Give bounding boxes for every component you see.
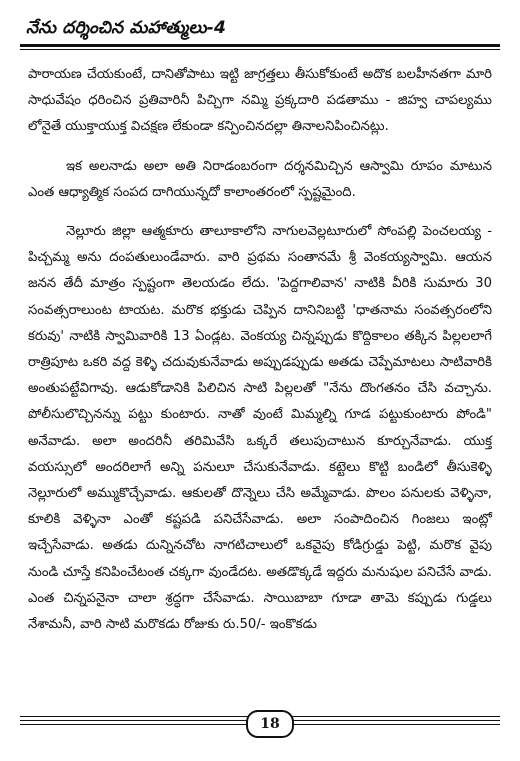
page-header	[20, 8, 500, 46]
body-text	[28, 62, 492, 638]
page-footer	[20, 708, 500, 736]
paragraph: ఇక అలనాడు అలా అతి నిరాడంబరంగా దర్శనమిచ్చిన ఆస్వామి రూపం మాటున ఎంత ఆధ్యాత్మిక సంపద దాగియున్నదో కాలాంతరంలో స్పష్టమైంది.	[28, 158, 492, 200]
page-number: 18	[246, 710, 294, 738]
running-head-title: నేను దర్శించిన మహాత్ములు-4	[26, 18, 227, 38]
header-rule-thick	[20, 44, 500, 47]
paragraph: నెల్లూరు జిల్లా ఆత్మకూరు తాలూకాలోని నాగులవెల్లటూరులో సోంపల్లి పెంచలయ్య - పిచ్చమ్మ అను దంపతులుండేవారు. వారి ప్రథమ సంతానమే శ్రీ వెంకయ్యస్వామి. ఆయన జనన తేదీ మాత్రం స్పష్టంగా తెలయడం లేదు. 'పెద్దగాలివాన' నాటికి వీరికి సుమారు 30 సంవత్సరాలుంట టాయట. మరొక భక్తుడు చెప్పిన దానినిబట్టి 'ధాతనామ సంవత్సరంలోని కరువు' నాటికి స్వామివారికి 13 ఏండ్లట. వెంకయ్య చిన్నప్పుడు కొద్దికాలం తక్కిన పిల్లలలాగే రాత్రిపూట ఒకరి వద్ద కెళ్ళి చదువుకునేవాడు అప్పుడప్పుడు అతడు చెప్పేమాటలు సాటివారికి అంతుపట్టేవిగావు. ఆడుకోడానికి పిలిచిన సాటి పిల్లలతో "నేను దొంగతనం చేసి వచ్చాను. పోలీసులొచ్చినన్ను పట్టు కుంటారు. నాతో వుంటే మిమ్మల్ని గూడ పట్టుకుంటారు పోండి" అనేవాడు. అలా అందరినీ తరిమివేసి ఒక్కరే తలుపుచాటున కూర్చునేవాడు. యుక్త వయస్సులో అందరిలాగే అన్ని పనులూ చేసుకునేవాడు. కట్టెలు కొట్టి బండిలో తీసుకెళ్ళి నెల్లూరులో అమ్ముకొచ్చేవాడు. ఆకులతో దొన్నెలు చేసి అమ్మేవాడు. పొలం పనులకు వెళ్ళినా, కూలికి వెళ్ళినా ఎంతో కష్టపడి పనిచేసేవాడు. అలా సంపాదించిన గింజలు ఇంట్లో ఇచ్చేసేవాడు. అతడు దున్నినచోట నాగటిచాలులో ఒకవైపు కోడిగ్రుడ్డు పెట్టి, మరొక వైపు నుండి చూస్తే కనిపించేటంత చక్కగా వుండేదట. అతడొక్కడే ఇద్దరు మనుషుల పనిచేసే వాడు. ఎంత చిన్నపనైనా చాలా శ్రద్ధగా చేసేవాడు. సాయిబాబా గూడా తామె కప్పుడు గుడ్డలు నేశామనీ, వారి సాటి మరొకడు రోజుకు రు.50/- ఇంకొకడు	[28, 224, 492, 633]
paragraph-continuation: పారాయణ చేయకుంటే, దానితోపాటు ఇట్టి జాగ్రత్తలు తీసుకోకుంటే అదొక బలహీనతగా మారి సాధువేషం ధరించిన ప్రతివారినీ పిచ్చిగా నమ్మి ప్రక్కదారి పడతాము - జిహ్వ చాపల్యము లోనైతే యుక్తాయుక్త విచక్షణ లేకుండా కన్పించినదల్లా తినాలనిపించినట్లు.	[28, 67, 492, 135]
header-rule-thin	[20, 49, 500, 50]
